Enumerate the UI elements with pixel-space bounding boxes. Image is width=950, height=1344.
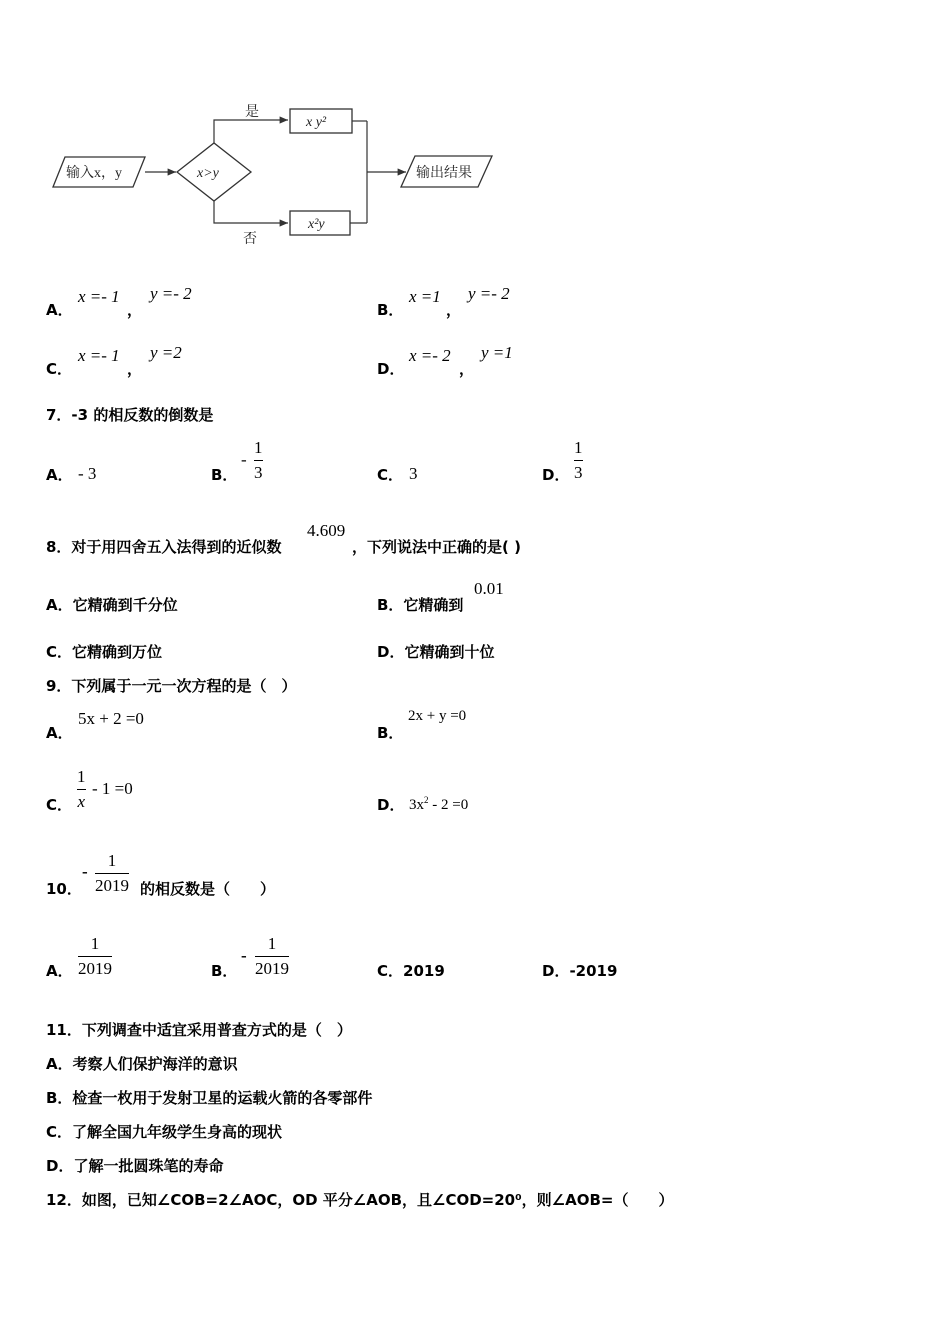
q9-d-letter: D．: [377, 796, 405, 814]
q7-b-sign: -: [241, 450, 247, 469]
q8-suffix: ，下列说法中正确的是( ): [352, 538, 521, 556]
q7-d-numerator: 1: [574, 438, 583, 457]
q11-option-b: B．检查一枚用于发射卫星的运载火箭的各零部件: [46, 1089, 373, 1107]
q6-d-y: y =1: [481, 343, 513, 362]
q7-b-fraction: [254, 438, 263, 483]
q6-d-sep: ，: [459, 360, 475, 378]
q10-b-sign: -: [241, 946, 247, 965]
q8-option-b-text: B．它精确到: [377, 596, 464, 614]
q7-a-value: - 3: [78, 464, 97, 483]
q11-option-c: C．了解全国九年级学生身高的现状: [46, 1123, 283, 1141]
yes-box-label: x y²: [306, 115, 327, 130]
q6-c-y: y =2: [150, 343, 182, 362]
q7-c-value: 3: [409, 464, 418, 483]
q6-d-x: x =- 2: [409, 346, 451, 365]
q6-b-sep: ，: [446, 301, 462, 319]
q9-b-equation: 2x + y =0: [408, 708, 467, 724]
q8-option-d: D．它精确到十位: [377, 643, 495, 661]
q9-d-pre: 3x: [409, 797, 424, 813]
q7-question: 7．-3 的相反数的倒数是: [46, 406, 214, 424]
q7-d-denominator: 3: [574, 463, 583, 482]
q8-option-c: C．它精确到万位: [46, 643, 163, 661]
input-label: 输入x，y: [66, 166, 122, 181]
q7-b-denominator: 3: [254, 463, 263, 482]
q8-number: 4.609: [307, 521, 346, 540]
q9-c-letter: C．: [46, 796, 73, 814]
q10-suffix: 的相反数是（ ）: [140, 880, 276, 898]
q6-d-letter: D．: [377, 360, 405, 378]
q10-b-letter: B．: [211, 962, 238, 980]
q10-a-fraction: [78, 934, 112, 979]
q11-option-d: D．了解一批圆珠笔的寿命: [46, 1157, 224, 1175]
q9-b-letter: B．: [377, 724, 404, 742]
q10-numerator: 1: [107, 851, 117, 870]
q10-denominator: 2019: [95, 876, 129, 895]
q9-c-fraction: [77, 767, 86, 812]
q7-b-letter: B．: [211, 466, 238, 484]
condition-label: x>y: [197, 166, 219, 181]
q6-b-x: x =1: [409, 287, 441, 306]
q6-c-x: x =- 1: [78, 346, 120, 365]
yes-label: 是: [245, 105, 259, 120]
q7-a-letter: A．: [46, 466, 73, 484]
q10-option-d: D．-2019: [542, 962, 618, 980]
q9-d-equation: [409, 795, 468, 814]
q6-a-y: y =- 2: [150, 284, 192, 303]
q7-d-fraction: [574, 438, 583, 483]
q10-fraction: [95, 851, 129, 896]
q10-a-denominator: 2019: [78, 959, 112, 978]
q10-sign: -: [82, 862, 88, 881]
q9-d-sup: 2: [424, 795, 429, 805]
q7-c-letter: C．: [377, 466, 404, 484]
q9-c-numerator: 1: [77, 767, 86, 786]
q11-option-a: A．考察人们保护海洋的意识: [46, 1055, 238, 1073]
q10-b-numerator: 1: [267, 934, 277, 953]
q10-number: 10．: [46, 880, 82, 898]
q9-d-post: - 2 =0: [428, 797, 469, 813]
q11-question: 11．下列调查中适宜采用普查方式的是（ ）: [46, 1021, 352, 1039]
q9-a-equation: 5x + 2 =0: [78, 709, 144, 728]
q6-c-sep: ，: [127, 360, 143, 378]
q12-question: 12．如图，已知∠COB=2∠AOC，OD 平分∠AOB，且∠COD=20⁰，则∠AOB=（ ）: [46, 1191, 674, 1209]
flowchart: [40, 95, 510, 255]
q6-b-y: y =- 2: [468, 284, 510, 303]
q10-b-denominator: 2019: [255, 959, 289, 978]
q9-c-denominator: x: [77, 792, 86, 811]
q8-option-b-number: 0.01: [474, 579, 504, 598]
q9-c-rest: - 1 =0: [92, 779, 133, 798]
q8-prefix: 8．对于用四舍五入法得到的近似数: [46, 538, 282, 556]
q6-a-letter: A．: [46, 301, 73, 319]
no-label: 否: [243, 232, 257, 247]
q6-c-letter: C．: [46, 360, 73, 378]
q10-a-numerator: 1: [90, 934, 100, 953]
q10-option-c: C．2019: [377, 962, 445, 980]
q10-b-fraction: [255, 934, 289, 979]
q7-d-letter: D．: [542, 466, 570, 484]
q10-a-letter: A．: [46, 962, 73, 980]
no-box-label: x²y: [308, 217, 325, 232]
q9-a-letter: A．: [46, 724, 73, 742]
q6-a-sep: ，: [127, 301, 143, 319]
q6-a-x: x =- 1: [78, 287, 120, 306]
q9-question: 9．下列属于一元一次方程的是（ ）: [46, 677, 297, 695]
q7-b-numerator: 1: [254, 438, 263, 457]
q6-b-letter: B．: [377, 301, 404, 319]
output-label: 输出结果: [416, 166, 472, 181]
q8-option-a: A．它精确到千分位: [46, 596, 178, 614]
